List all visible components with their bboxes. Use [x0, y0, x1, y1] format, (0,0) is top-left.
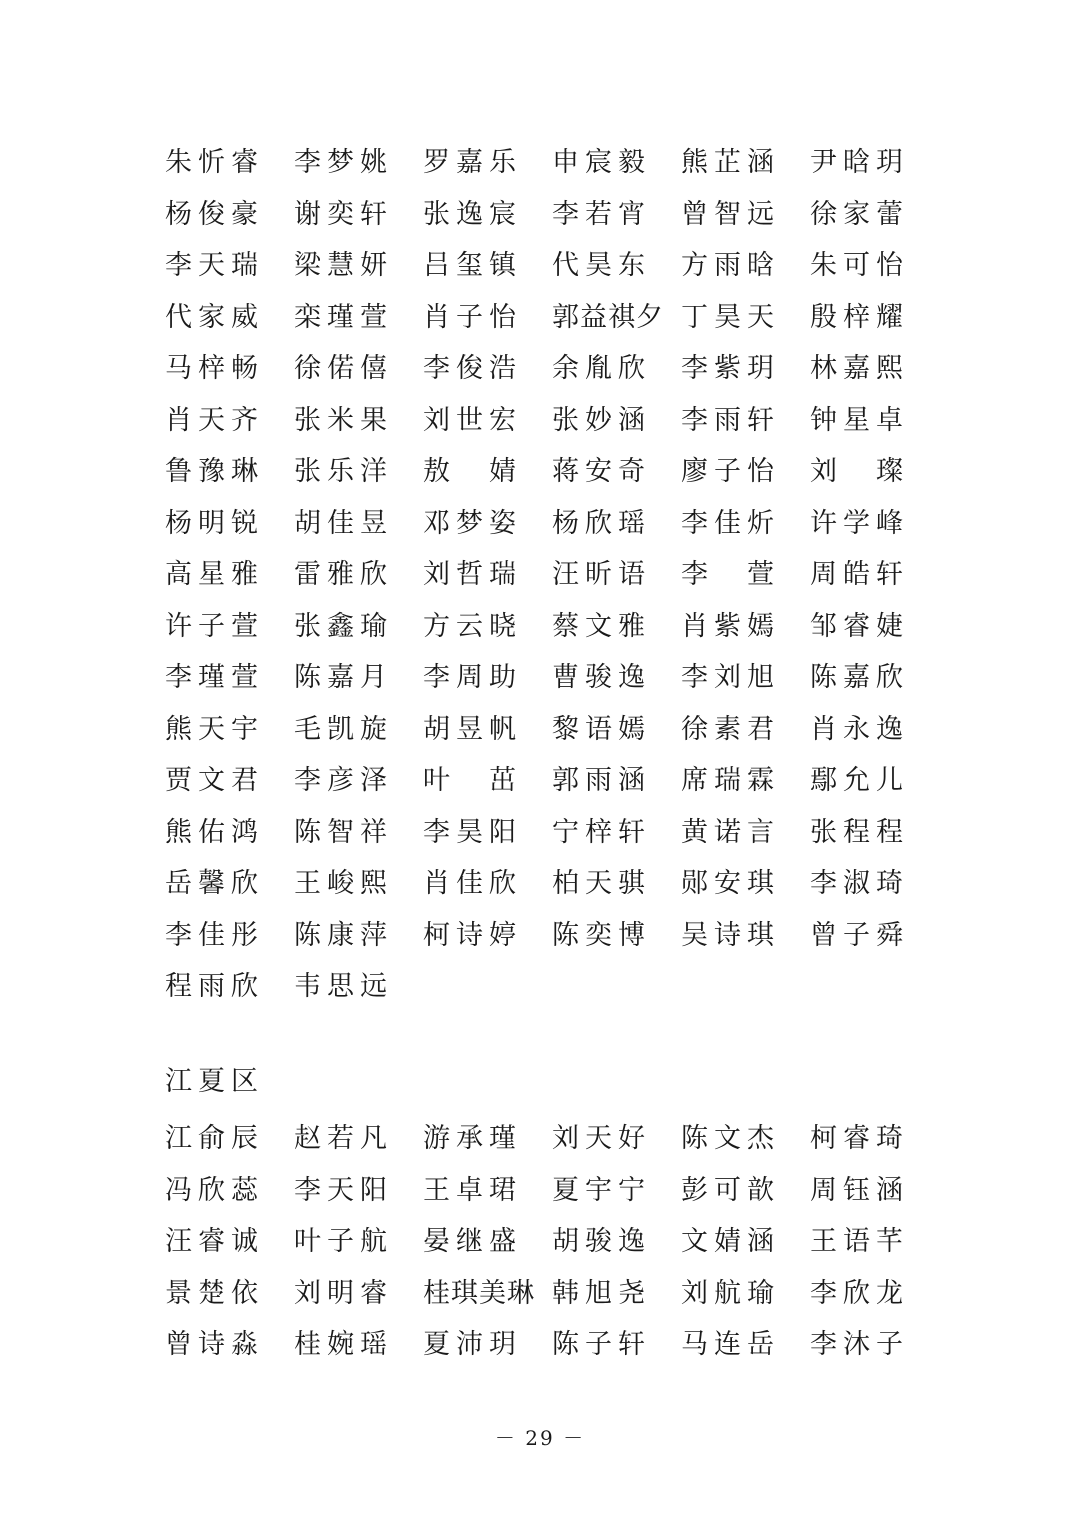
- student-name: 许学峰: [810, 507, 909, 539]
- student-name: 廖子怡: [681, 456, 780, 488]
- student-name: 张鑫瑜: [294, 610, 393, 642]
- student-name: 代昊东: [552, 250, 651, 282]
- student-name: 尹晗玥: [810, 147, 909, 179]
- student-name: 余胤欣: [552, 353, 651, 385]
- student-name: 高星雅: [165, 559, 264, 591]
- student-name: 许子萱: [165, 610, 264, 642]
- student-name: 鄢允儿: [810, 765, 909, 797]
- student-name: 肖天齐: [165, 404, 264, 436]
- student-name: 张乐洋: [294, 456, 393, 488]
- student-name: 韩旭尧: [552, 1277, 651, 1309]
- student-name: 梁慧妍: [294, 250, 393, 282]
- student-name: 李佳炘: [681, 507, 780, 539]
- student-name: 刘哲瑞: [423, 559, 522, 591]
- student-name: 郧安琪: [681, 868, 780, 900]
- student-name: 方云晓: [423, 610, 522, 642]
- student-name: 李瑾萱: [165, 662, 264, 694]
- student-name: 桂婉瑶: [294, 1329, 393, 1361]
- student-name: 邹睿婕: [810, 610, 909, 642]
- student-name: 胡昱帆: [423, 713, 522, 745]
- student-name: 陈康萍: [294, 919, 393, 951]
- student-name: 代家威: [165, 301, 264, 333]
- student-name: 敖 婧: [423, 456, 522, 488]
- student-name: 李若宵: [552, 198, 651, 230]
- student-name: 宁梓轩: [552, 816, 651, 848]
- student-name: 吴诗琪: [681, 919, 780, 951]
- student-name: 肖紫嫣: [681, 610, 780, 642]
- student-name: 曾子舜: [810, 919, 909, 951]
- student-name: 杨俊豪: [165, 198, 264, 230]
- student-name: 徐家蕾: [810, 198, 909, 230]
- student-name: 徐素君: [681, 713, 780, 745]
- student-name: 肖子怡: [423, 301, 522, 333]
- student-name: 李梦姚: [294, 147, 393, 179]
- student-name: 罗嘉乐: [423, 147, 522, 179]
- student-name: 陈嘉月: [294, 662, 393, 694]
- student-name: 熊佑鸿: [165, 816, 264, 848]
- student-name: 张逸宸: [423, 198, 522, 230]
- student-name: 李刘旭: [681, 662, 780, 694]
- student-name: 朱可怡: [810, 250, 909, 282]
- student-name: 黄诺言: [681, 816, 780, 848]
- student-name: 张妙涵: [552, 404, 651, 436]
- student-name: 林嘉熙: [810, 353, 909, 385]
- student-name: 李天阳: [294, 1174, 393, 1206]
- student-name: 曹骏逸: [552, 662, 651, 694]
- student-name: 柏天骐: [552, 868, 651, 900]
- student-name: 刘明睿: [294, 1277, 393, 1309]
- student-name: 申宸毅: [552, 147, 651, 179]
- student-name: 殷梓耀: [810, 301, 909, 333]
- student-name: 蔡文雅: [552, 610, 651, 642]
- student-name: 赵若凡: [294, 1123, 393, 1155]
- student-name: 谢奕轩: [294, 198, 393, 230]
- section-heading: 江夏区: [165, 1066, 264, 1097]
- student-name: 陈嘉欣: [810, 662, 909, 694]
- student-name: 夏宇宁: [552, 1174, 651, 1206]
- student-name: 王语芊: [810, 1226, 909, 1258]
- student-name: 李沐子: [810, 1329, 909, 1361]
- student-name: 王峻熙: [294, 868, 393, 900]
- student-name: 李俊浩: [423, 353, 522, 385]
- student-name: 刘天好: [552, 1123, 651, 1155]
- student-name: 王卓珺: [423, 1174, 522, 1206]
- student-name: 邓梦姿: [423, 507, 522, 539]
- student-name: 马梓畅: [165, 353, 264, 385]
- student-name: 毛凯旋: [294, 713, 393, 745]
- student-name: 胡骏逸: [552, 1226, 651, 1258]
- student-name: 李 萱: [681, 559, 780, 591]
- student-name: 贾文君: [165, 765, 264, 797]
- student-name: 马连岳: [681, 1329, 780, 1361]
- student-name: 韦思远: [294, 971, 393, 1003]
- student-name: 周皓轩: [810, 559, 909, 591]
- student-name: 曾智远: [681, 198, 780, 230]
- student-name: 冯欣蕊: [165, 1174, 264, 1206]
- student-name: 陈奕博: [552, 919, 651, 951]
- student-name: 桂琪美琳: [423, 1277, 535, 1309]
- student-name: 郭雨涵: [552, 765, 651, 797]
- student-name: 李佳彤: [165, 919, 264, 951]
- student-name: 杨欣瑶: [552, 507, 651, 539]
- student-name: 钟星卓: [810, 404, 909, 436]
- student-name: 张米果: [294, 404, 393, 436]
- student-name: 吕玺镇: [423, 250, 522, 282]
- student-name: 叶子航: [294, 1226, 393, 1258]
- student-name: 刘 璨: [810, 456, 909, 488]
- student-name: 晏继盛: [423, 1226, 522, 1258]
- student-name: 陈智祥: [294, 816, 393, 848]
- student-name: 柯睿琦: [810, 1123, 909, 1155]
- student-name: 李紫玥: [681, 353, 780, 385]
- student-name: 胡佳昱: [294, 507, 393, 539]
- student-name: 李昊阳: [423, 816, 522, 848]
- student-name: 文婧涵: [681, 1226, 780, 1258]
- page-number: － 29 －: [494, 1426, 586, 1450]
- student-name: 游承瑾: [423, 1123, 522, 1155]
- student-name: 朱忻睿: [165, 147, 264, 179]
- student-name: 熊天宇: [165, 713, 264, 745]
- student-name: 汪昕语: [552, 559, 651, 591]
- student-name: 熊芷涵: [681, 147, 780, 179]
- student-name: 黎语嫣: [552, 713, 651, 745]
- student-name: 方雨晗: [681, 250, 780, 282]
- student-name: 叶 茁: [423, 765, 522, 797]
- student-name: 江俞辰: [165, 1123, 264, 1155]
- student-name: 柯诗婷: [423, 919, 522, 951]
- student-name: 张程程: [810, 816, 909, 848]
- student-name: 李雨轩: [681, 404, 780, 436]
- student-name: 李淑琦: [810, 868, 909, 900]
- student-name: 徐偌僖: [294, 353, 393, 385]
- student-name: 席瑞霖: [681, 765, 780, 797]
- student-name: 陈子轩: [552, 1329, 651, 1361]
- student-name: 陈文杰: [681, 1123, 780, 1155]
- student-name: 肖永逸: [810, 713, 909, 745]
- student-name: 程雨欣: [165, 971, 264, 1003]
- student-name: 景楚依: [165, 1277, 264, 1309]
- student-name: 李彦泽: [294, 765, 393, 797]
- student-name: 李欣龙: [810, 1277, 909, 1309]
- student-name: 杨明锐: [165, 507, 264, 539]
- student-name: 周钰涵: [810, 1174, 909, 1206]
- student-name: 鲁豫琳: [165, 456, 264, 488]
- student-name: 岳馨欣: [165, 868, 264, 900]
- student-name: 郭益祺夕: [552, 301, 664, 333]
- student-name: 汪睿诚: [165, 1226, 264, 1258]
- name-list-jiangxia: [165, 1113, 945, 1371]
- student-name: 肖佳欣: [423, 868, 522, 900]
- student-name: 栾瑾萱: [294, 301, 393, 333]
- student-name: 刘航瑜: [681, 1277, 780, 1309]
- name-list-part1: [165, 137, 945, 1013]
- student-name: 雷雅欣: [294, 559, 393, 591]
- student-name: 刘世宏: [423, 404, 522, 436]
- student-name: 丁昊天: [681, 301, 780, 333]
- student-name: 李周助: [423, 662, 522, 694]
- student-name: 李天瑞: [165, 250, 264, 282]
- student-name: 曾诗淼: [165, 1329, 264, 1361]
- student-name: 彭可歆: [681, 1174, 780, 1206]
- student-name: 蒋安奇: [552, 456, 651, 488]
- student-name: 夏沛玥: [423, 1329, 522, 1361]
